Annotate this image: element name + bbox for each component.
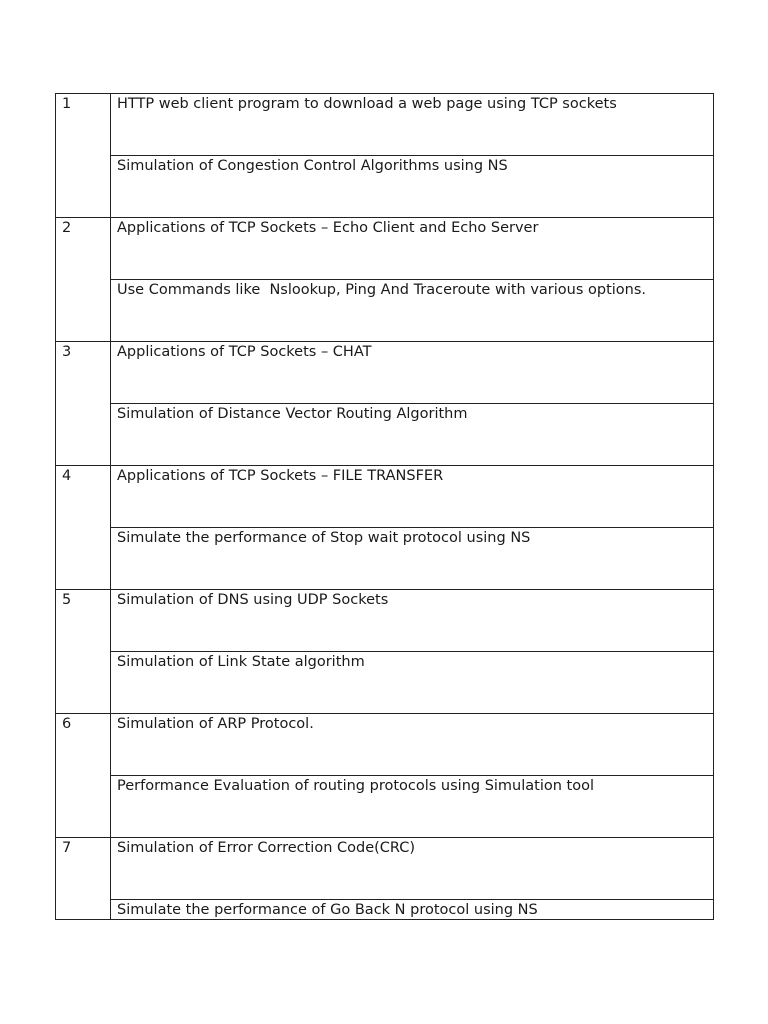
experiment-number: 5 — [56, 590, 111, 714]
experiment-title: Simulation of DNS using UDP Sockets — [111, 590, 714, 652]
experiment-title: Performance Evaluation of routing protocols using Simulation tool — [111, 776, 714, 838]
table-row — [56, 466, 714, 528]
experiment-number: 1 — [56, 94, 111, 218]
experiment-title: Simulation of Distance Vector Routing Algorithm — [111, 404, 714, 466]
experiment-title: Simulation of Congestion Control Algorithms using NS — [111, 156, 714, 218]
table-row — [56, 590, 714, 652]
table-row — [56, 280, 714, 342]
experiment-title: Simulation of Error Correction Code(CRC) — [111, 838, 714, 900]
experiment-title: HTTP web client program to download a web page using TCP sockets — [111, 94, 714, 156]
experiment-number: 2 — [56, 218, 111, 342]
table-row — [56, 342, 714, 404]
table-row — [56, 156, 714, 218]
table-row — [56, 528, 714, 590]
experiment-title: Applications of TCP Sockets – CHAT — [111, 342, 714, 404]
experiment-title: Simulation of ARP Protocol. — [111, 714, 714, 776]
table-row — [56, 218, 714, 280]
experiment-number: 6 — [56, 714, 111, 838]
experiment-number: 7 — [56, 838, 111, 920]
experiment-title: Simulate the performance of Stop wait protocol using NS — [111, 528, 714, 590]
experiment-title: Use Commands like Nslookup, Ping And Traceroute with various options. — [111, 280, 714, 342]
table-row — [56, 838, 714, 900]
table-row — [56, 714, 714, 776]
table-row — [56, 404, 714, 466]
experiment-title: Applications of TCP Sockets – Echo Client and Echo Server — [111, 218, 714, 280]
experiment-title: Simulation of Link State algorithm — [111, 652, 714, 714]
experiment-table — [55, 93, 714, 920]
experiment-title: Applications of TCP Sockets – FILE TRANSFER — [111, 466, 714, 528]
table-row — [56, 900, 714, 920]
table-row — [56, 776, 714, 838]
experiment-number: 3 — [56, 342, 111, 466]
experiment-table-body — [56, 94, 714, 920]
experiment-number: 4 — [56, 466, 111, 590]
table-row — [56, 94, 714, 156]
table-row — [56, 652, 714, 714]
experiment-title: Simulate the performance of Go Back N protocol using NS — [111, 900, 714, 920]
